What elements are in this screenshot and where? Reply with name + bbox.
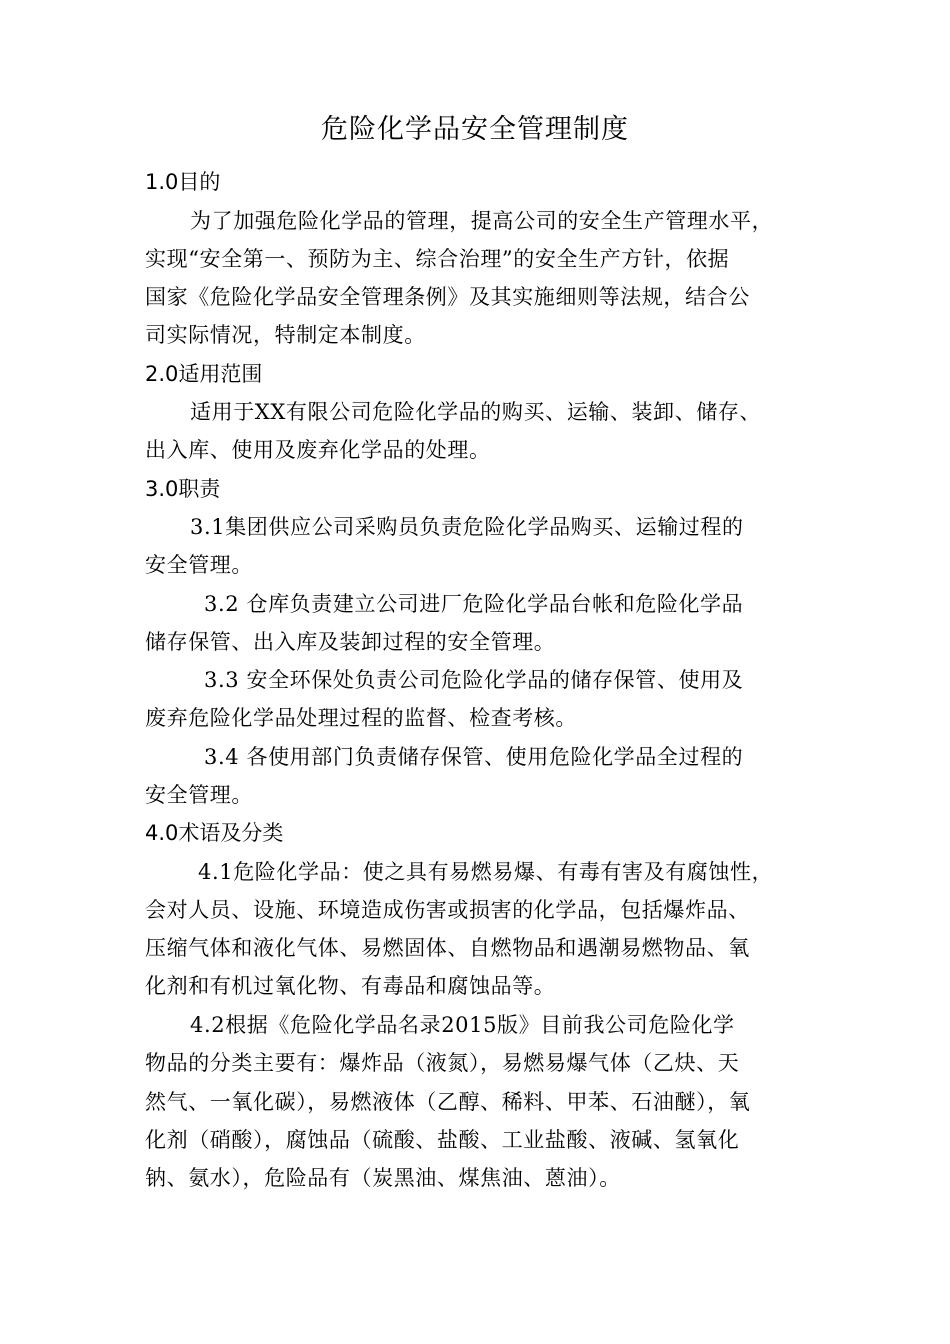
paragraph-line: 适用于XX有限公司危险化学品的购买、运输、装卸、储存、 [190,400,762,424]
paragraph-line: 压缩气体和液化气体、易燃固体、自燃物品和遇潮易燃物品、氧 [145,936,750,960]
section-heading-scope: 2.0适用范围 [145,362,263,386]
document-title: 危险化学品安全管理制度 [321,114,629,145]
paragraph-line: 出入库、使用及废弃化学品的处理。 [145,438,491,462]
section-heading-purpose: 1.0目的 [145,170,221,194]
paragraph-line: 3.1集团供应公司采购员负责危险化学品购买、运输过程的 [190,515,744,539]
paragraph-line: 储存保管、出入库及装卸过程的安全管理。 [145,630,556,654]
section-heading-terms: 4.0术语及分类 [145,821,284,845]
paragraph-line: 化剂和有机过氧化物、有毒品和腐蚀品等。 [145,974,556,998]
paragraph-line: 国家《危险化学品安全管理条例》及其实施细则等法规，结合公 [145,285,750,309]
paragraph-line: 3.2 仓库负责建立公司进厂危险化学品台帐和危险化学品 [204,592,744,616]
paragraph-line: 物品的分类主要有：爆炸品（液氮），易燃易爆气体（乙炔、天 [145,1051,740,1075]
paragraph-line: 安全管理。 [145,783,253,807]
paragraph-line: 3.3 安全环保处负责公司危险化学品的储存保管、使用及 [204,668,744,692]
paragraph-line: 4.2根据《危险化学品名录2015版》目前我公司危险化学 [190,1013,735,1037]
paragraph-line: 司实际情况，特制定本制度。 [145,323,426,347]
paragraph-line: 然气、一氧化碳），易燃液体（乙醇、稀料、甲苯、石油醚），氧 [145,1090,751,1114]
paragraph-line: 实现“安全第一、预防为主、综合治理”的安全生产方针，依据 [145,247,730,271]
paragraph-line: 3.4 各使用部门负责储存保管、使用危险化学品全过程的 [204,745,744,769]
section-heading-responsibilities: 3.0职责 [145,477,221,501]
paragraph-line: 废弃危险化学品处理过程的监督、检查考核。 [145,706,577,730]
paragraph-line: 4.1危险化学品：使之具有易燃易爆、有毒有害及有腐蚀性， [198,860,774,884]
paragraph-line: 化剂（硝酸），腐蚀品（硫酸、盐酸、工业盐酸、液碱、氢氧化 [145,1128,740,1152]
paragraph-line: 为了加强危险化学品的管理，提高公司的安全生产管理水平， [190,209,774,233]
paragraph-line: 会对人员、设施、环境造成伤害或损害的化学品，包括爆炸品、 [145,898,750,922]
paragraph-line: 钠、氨水），危险品有（炭黑油、煤焦油、蒽油）。 [145,1166,621,1190]
paragraph-line: 安全管理。 [145,553,253,577]
